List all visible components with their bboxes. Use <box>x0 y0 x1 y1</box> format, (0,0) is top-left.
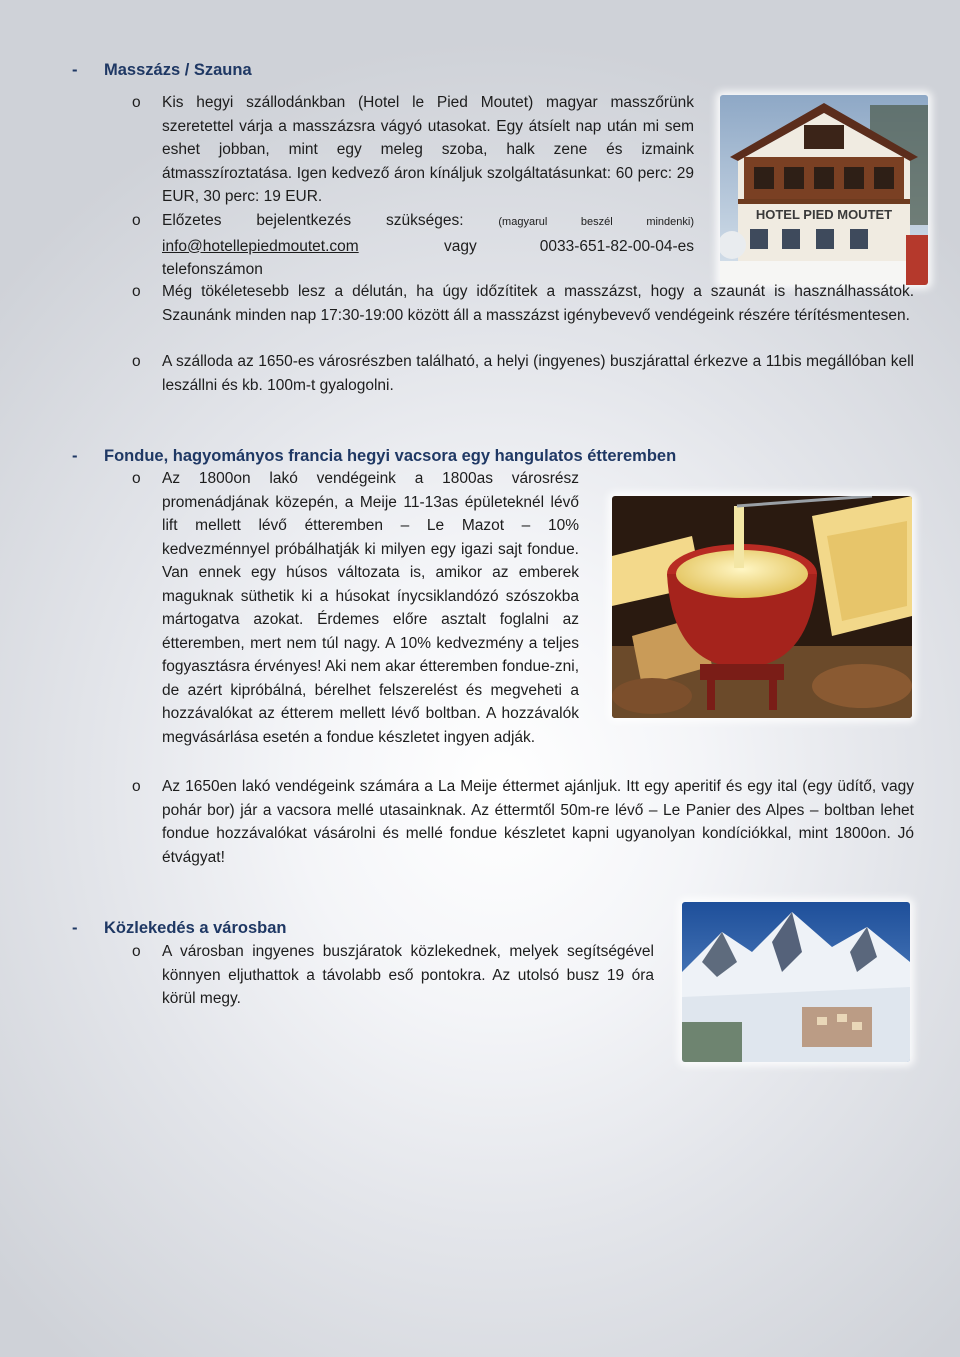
bullet-marker: o <box>132 778 141 795</box>
bullet-text: A városban ingyenes buszjáratok közlekednek, melyek segítségével könnyen eljuthattok a távolabb eső pontokra. Az utolsó busz 19 óra körül megy. <box>162 943 654 1007</box>
list-item <box>132 467 914 749</box>
heading-dash: - <box>72 61 78 79</box>
mountain-town-photo <box>682 902 910 1062</box>
heading-text: Fondue, hagyományos francia hegyi vacsora egy hangulatos étteremben <box>104 447 677 465</box>
email-link[interactable]: info@hotellepiedmoutet.com <box>162 237 359 255</box>
heading-dash: - <box>72 919 78 937</box>
list-item <box>132 209 694 282</box>
phone-text: vagy 0033-651-82-00-04-es <box>444 237 694 255</box>
note-text: (magyarul beszél mindenki) <box>498 216 695 228</box>
section-heading-transport <box>72 917 287 939</box>
bullet-marker: o <box>132 943 141 960</box>
list-item <box>132 350 914 397</box>
bullet-text: Még tökéletesebb lesz a délután, ha úgy időzítitek a masszázst, hogy a szaunát is használhassátok. Szaunánk minden nap 17:30-19:00 között áll a masszázst igénybevevő vendégeink részére térítésmentesen. <box>162 283 914 324</box>
bullet-marker: o <box>132 212 141 229</box>
heading-text: Masszázs / Szauna <box>104 61 252 79</box>
hotel-sign-text: HOTEL PIED MOUTET <box>755 207 893 222</box>
bullet-text: A szálloda az 1650-es városrészben található, a helyi (ingyenes) buszjárattal érkezve a 11bis megállóban kell leszállni és kb. 100m-t gyalogolni. <box>162 353 914 394</box>
hotel-image <box>720 95 928 285</box>
bullet-marker: o <box>132 283 141 300</box>
heading-text: Közlekedés a városban <box>104 919 287 937</box>
bullet-text: Az 1650en lakó vendégeink számára a La Meije éttermet ajánljuk. Itt egy aperitif és egy ital (egy üdítő, vagy pohár bor) jár a vacsora mellé utasainknak. Az éttermtől 50m-re lévő – Le Panier des Alpes – boltban lehet fondue hozzávalókat vásárolni és mellé fondue készletet kapni ugyanolyan kondíciókkal, mint 1800on. Jó étvágyat! <box>162 778 914 866</box>
heading-dash: - <box>72 447 78 465</box>
image-float-spacer <box>579 467 914 729</box>
list-item <box>132 775 914 869</box>
hotel-photo <box>720 95 928 285</box>
bullet-text: Kis hegyi szállodánkban (Hotel le Pied Moutet) magyar masszőrünk szeretettel várja a masszázsra vágyó utasokat. Egy átsíelt nap után mi sem eshet jobban, mint egy meleg szoba, halk zene és izmaink átmasszíroztatása. Igen kedvező áron kínáljuk szolgáltatásunkat: 60 perc: 29 EUR, 30 perc: 19 EUR. <box>162 94 694 205</box>
list-item <box>132 280 914 327</box>
bullet-text: Az 1800on lakó vendégeink a 1800as városrész promenádjának közepén, a Meije 11-13as épületeknél lévő lift mellett lévő étteremben – Le Mazot – 10% kedvezménnyel próbálhatják ki milyen egy igazi sajt fondue. Van ennek egy húsos változata is, amikor az emberek maguknak süthetik ki a húsokat ínycsiklandózó szószokba mártogatva azokat. Érdemes előre asztalt foglalni az étteremben, mert nem túl nagy. A 10% kedvezmény a teljes fogyasztásra érvényes! Aki nem akar étteremben fondue-zni, de azért kipróbálná, bérelhet felszerelést és megveheti a hozzávalókat az étterem mellett lévő boltban. A hozzávalók megvásárlása esetén a fondue készletet ingyen adják. <box>162 470 579 746</box>
phone-text-end: telefonszámon <box>162 261 263 278</box>
bullet-text: Előzetes bejelentkezés szükséges: <box>162 212 464 229</box>
bullet-marker: o <box>132 353 141 370</box>
bullet-marker: o <box>132 470 141 487</box>
bullet-marker: o <box>132 94 141 111</box>
section-heading-fondue <box>72 445 676 467</box>
mountain-image <box>682 902 910 1062</box>
list-item <box>132 91 694 209</box>
list-item <box>132 940 654 1011</box>
section-heading-massage <box>72 59 252 81</box>
